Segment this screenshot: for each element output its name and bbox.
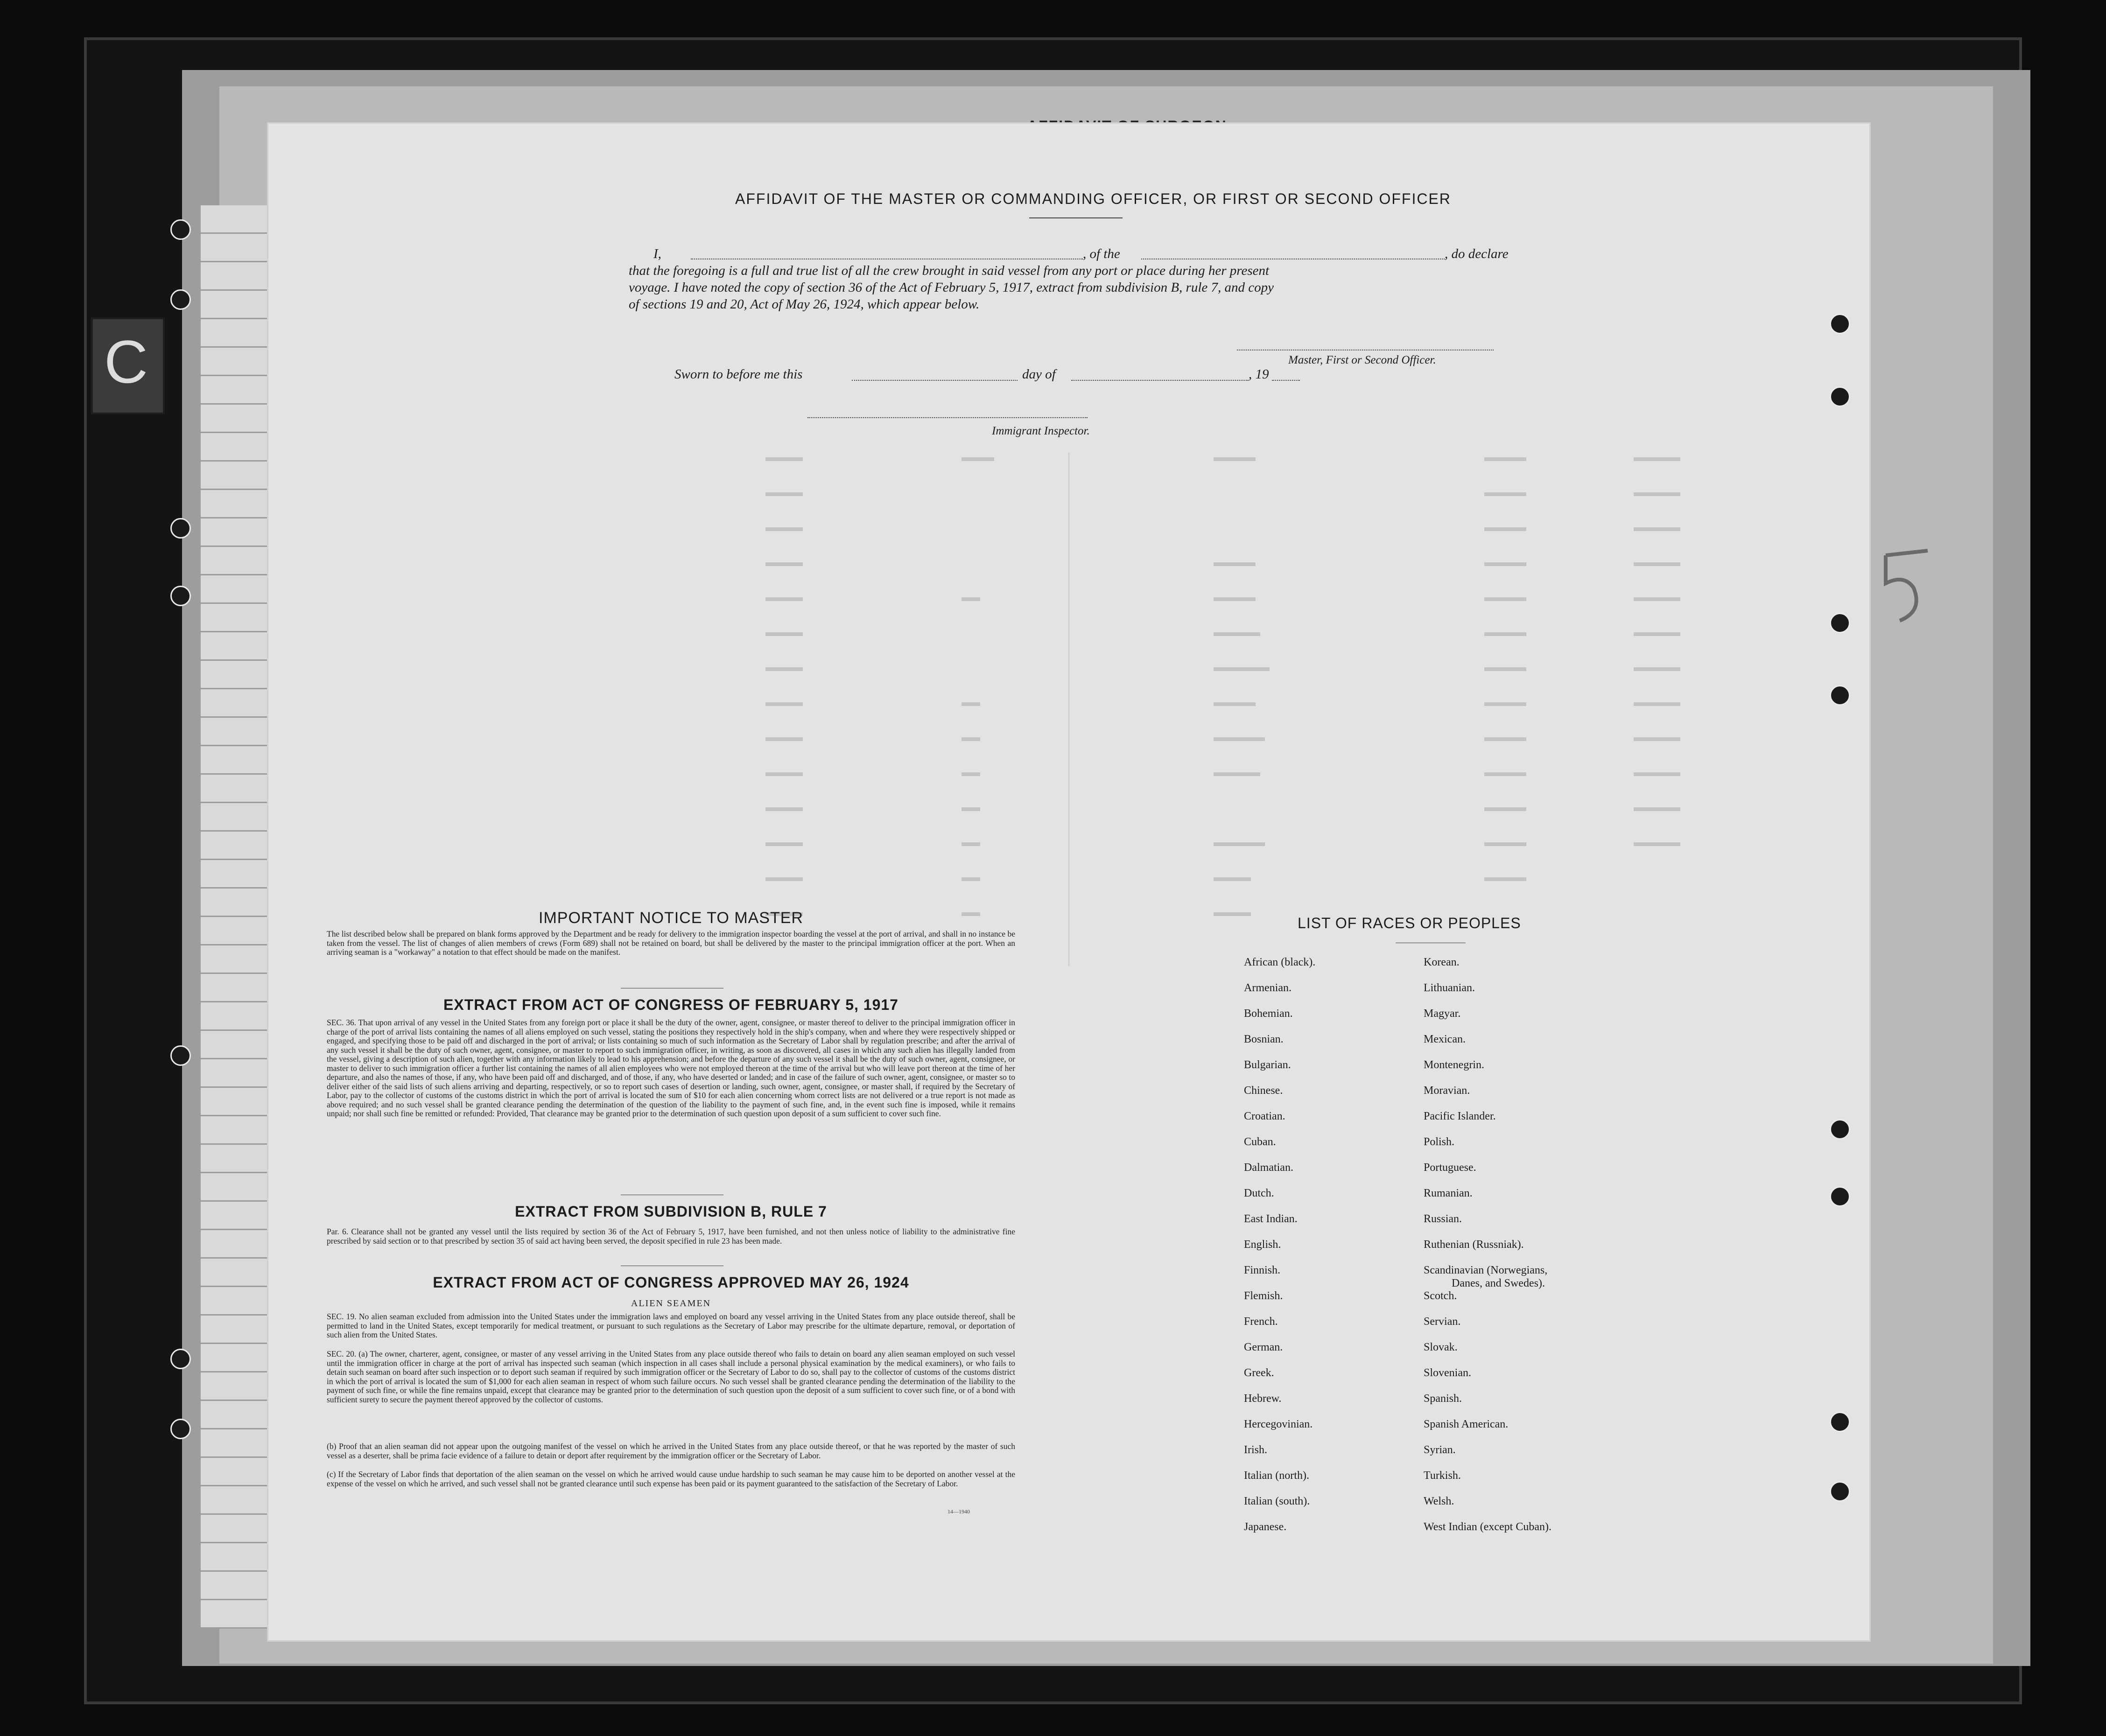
race-item: Chinese. (1244, 1085, 1283, 1097)
title-rule (1029, 217, 1123, 218)
punch-hole (170, 1045, 191, 1066)
extract-1917-text: SEC. 36. That upon arrival of any vessel in the United States from any foreign port or place it shall be the duty of the owner, agent, consignee, or master thereof to deliver to the principal immigration officer in charge of the port of arrival lists containing the names of all aliens employed on such vessel, stating the positions they respectively hold in the ship's company, when and where they were respectively shipped or engaged, and specifying those to be paid off and discharged in the port of arrival; or lists containing so much of such information as the Secretary of Labor shall by regulation prescribe; and after the arrival of any such vessel it shall be the duty of such owner, agent, consignee, or master to report to such immigration officer, in writing, as soon as discovered, all cases in which any such alien has illegally landed from the vessel, giving a description of such alien, together with any information likely to lead to his apprehension; and before the departure of any such vessel it shall be the duty of such owner, agent, consignee, or master to deliver to such immigration officer a further list containing the names of all alien employees who were not employed thereon at the time of the arrival but who will leave port thereon at the time of her departure, and also the names of those, if any, who have been paid off and discharged, and of those, if any, who have deserted or landed; and in case of the failure of such owner, agent, consignee, or master so to deliver either of the said lists of such aliens arriving and departing, respectively, or so to report such cases of desertion or landing, such owner, agent, consignee, or master shall, if required by the Secretary of Labor, pay to the collector of customs of the customs district in which the port of arrival is located the sum of $10 for each alien concerning whom correct lists are not delivered or a true report is not made as above required; and no such vessel shall be granted clearance pending the determination of the question of the liability to the payment of such fine, and, in the event such fine is imposed, while it remains unpaid; nor shall such fine be remitted or refunded: Provided, That clearance may be granted prior to the determination of such question upon deposit of a sum sufficient to cover such fine. (327, 1018, 1015, 1118)
race-item: Rumanian. (1424, 1187, 1473, 1199)
race-item: East Indian. (1244, 1213, 1298, 1225)
affidavit-title: AFFIDAVIT OF THE MASTER OR COMMANDING OFFICER, OR FIRST OR SECOND OFFICER (735, 190, 1451, 207)
punch-hole (1830, 685, 1850, 706)
race-item: Bulgarian. (1244, 1059, 1291, 1071)
race-item: Cuban. (1244, 1136, 1276, 1148)
affidavit-line2: that the foregoing is a full and true list of all the crew brought in said vessel from any port or place during her present (629, 263, 1270, 278)
handwritten-mark-5 (1876, 546, 1942, 630)
race-item: Welsh. (1424, 1495, 1454, 1507)
name-blank (691, 247, 1083, 259)
punch-hole (170, 219, 191, 240)
affidavit-line1-b: , of the (1083, 246, 1120, 261)
sworn-text-c: , 19 (1249, 367, 1269, 382)
race-item: Ruthenian (Russniak). (1424, 1239, 1524, 1251)
race-item: Pacific Islander. (1424, 1110, 1496, 1122)
year-blank (1272, 369, 1300, 381)
race-item: German. (1244, 1341, 1283, 1353)
month-blank (1071, 369, 1249, 381)
races-column-2 (1424, 956, 1620, 1546)
race-item: Servian. (1424, 1316, 1461, 1328)
race-item: Korean. (1424, 956, 1460, 968)
races-title: LIST OF RACES OR PEOPLES (1298, 915, 1521, 931)
bleed-through-marks (747, 448, 1704, 971)
master-signature-line (1237, 338, 1494, 350)
race-item: Finnish. (1244, 1264, 1281, 1276)
form-number: 14—1940 (948, 1508, 970, 1515)
race-scandinavian-line1: Scandinavian (Norwegians, (1424, 1264, 1548, 1276)
race-item: West Indian (except Cuban). (1424, 1521, 1551, 1533)
notice-title: IMPORTANT NOTICE TO MASTER (539, 909, 803, 927)
race-item: Scotch. (1424, 1290, 1457, 1302)
affidavit-line3: voyage. I have noted the copy of section 36 of the Act of February 5, 1917, extract from subdivision B, rule 7, and copy (629, 280, 1274, 295)
punch-hole (1830, 1186, 1850, 1207)
race-item: Turkish. (1424, 1470, 1461, 1482)
inspector-signature-line (807, 406, 1088, 418)
race-item: African (black). (1244, 956, 1316, 968)
races-column-1 (1244, 956, 1407, 1546)
section-20c-text: (c) If the Secretary of Labor finds that deportation of the alien seaman on the vessel on which he arrived would cause undue hardship to such seaman he may cause him to be deported on another vessel at the expense of the vessel on which he arrived, and such vessel shall not be granted clearance until such expense has been paid or its payment guaranteed to the satisfaction of the Secretary of Labor. (327, 1470, 1015, 1488)
race-item: Italian (south). (1244, 1495, 1310, 1507)
race-item: Italian (north). (1244, 1470, 1309, 1482)
punch-hole (1830, 1481, 1850, 1502)
race-item: Syrian. (1424, 1444, 1456, 1456)
race-item: Armenian. (1244, 982, 1292, 994)
race-item: Polish. (1424, 1136, 1455, 1148)
race-item: Spanish. (1424, 1393, 1462, 1405)
affidavit-line4: of sections 19 and 20, Act of May 26, 1924, which appear below. (629, 297, 980, 312)
section-20b-text: (b) Proof that an alien seaman did not appear upon the outgoing manifest of the vessel on which he arrived in the United States from any place outside thereof, or that he was reported by the master of such vessel as a deserter, shall be prima facie evidence of a failure to detain or deport after requirement by the immigration officer or the Secretary of Labor. (327, 1442, 1015, 1460)
race-item: Spanish American. (1424, 1418, 1509, 1430)
section-19-text: SEC. 19. No alien seaman excluded from admission into the United States under the immigration laws and employed on board any vessel arriving in the United States from any place outside thereof, shall be permitted to land in the United States, except temporarily for medical treatment, or pursuant to such regulations as the Secretary of Labor may prescribe for the ultimate departure, removal, or deportation of such alien from the United States. (327, 1312, 1015, 1339)
section-20a-text: SEC. 20. (a) The owner, charterer, agent, consignee, or master of any vessel arriving in the United States from any place outside thereof who fails to detain on board any alien seaman employed on such vessel until the immigration officer in charge at the port of arrival has inspected such seaman (which inspection in all cases shall include a personal physical examination by the medical examiners), or who fails to detain such seaman on board after such inspection or to deport such seaman if required by such immigration officer or the Secretary of Labor to do so, shall pay to the collector of customs of the customs district in which the port of arrival is located the sum of $1,000 for each alien seaman in respect of whom such failure occurs. No such vessel shall be granted clearance pending the determination of the liability to the payment of such fine, or while the fine remains unpaid, except that clearance may be granted prior to the determination of such question upon the deposit of a sum sufficient to cover such fine, or of a bond with sufficient surety to secure the payment thereof approved by the collector of customs. (327, 1349, 1015, 1404)
master-signature-label: Master, First or Second Officer. (1288, 354, 1436, 366)
race-item: Slovenian. (1424, 1367, 1471, 1379)
punch-hole (1830, 1412, 1850, 1432)
race-item: Dutch. (1244, 1187, 1274, 1199)
race-item (1424, 1264, 1620, 1289)
index-tab-letter: C (104, 328, 148, 396)
punch-hole (170, 289, 191, 310)
day-blank (852, 369, 1018, 381)
race-item: Japanese. (1244, 1521, 1287, 1533)
sworn-text-b: day of (1022, 367, 1056, 382)
race-item: Moravian. (1424, 1085, 1470, 1097)
extract-1924-title: EXTRACT FROM ACT OF CONGRESS APPROVED MAY 26, 1924 (433, 1274, 909, 1291)
inspector-signature-label: Immigrant Inspector. (992, 425, 1090, 437)
race-item: Croatian. (1244, 1110, 1285, 1122)
race-item: Mexican. (1424, 1033, 1466, 1045)
punch-hole (1830, 386, 1850, 407)
race-item: Magyar. (1424, 1008, 1461, 1020)
alien-seamen-subtitle: ALIEN SEAMEN (631, 1298, 711, 1309)
extract-1917-title: EXTRACT FROM ACT OF CONGRESS OF FEBRUARY 5, 1917 (443, 996, 899, 1013)
punch-hole (170, 1419, 191, 1439)
affidavit-line1-c: , do declare (1445, 246, 1509, 261)
race-item: Dalmatian. (1244, 1162, 1293, 1174)
race-item: Lithuanian. (1424, 982, 1475, 994)
race-item: Russian. (1424, 1213, 1462, 1225)
subdivision-title: EXTRACT FROM SUBDIVISION B, RULE 7 (515, 1203, 827, 1220)
punch-hole (170, 1349, 191, 1369)
race-item: Portuguese. (1424, 1162, 1476, 1174)
race-item: Irish. (1244, 1444, 1267, 1456)
punch-hole (1830, 613, 1850, 633)
race-scandinavian-line2: Danes, and Swedes). (1452, 1277, 1545, 1289)
race-item: Bosnian. (1244, 1033, 1284, 1045)
race-item: Slovak. (1424, 1341, 1458, 1353)
race-item: Greek. (1244, 1367, 1274, 1379)
race-item: Hebrew. (1244, 1393, 1282, 1405)
punch-hole (1830, 1119, 1850, 1140)
sworn-text-a: Sworn to before me this (674, 367, 803, 382)
affidavit-line1-a: I, (653, 246, 661, 261)
race-item: French. (1244, 1316, 1278, 1328)
punch-hole (1830, 314, 1850, 334)
subdivision-text: Par. 6. Clearance shall not be granted any vessel until the lists required by section 36 of the Act of February 5, 1917, have been furnished, and not then unless notice of liability to the administrative fine prescribed by said section or to that prescribed by section 35 of said act having been served, the deposit specified in rule 23 has been made. (327, 1227, 1015, 1246)
race-item: English. (1244, 1239, 1281, 1251)
race-item: Flemish. (1244, 1290, 1283, 1302)
punch-hole (170, 518, 191, 539)
race-item: Hercegovinian. (1244, 1418, 1313, 1430)
notice-text: The list described below shall be prepared on blank forms approved by the Department and be ready for delivery to the immigration inspector boarding the vessel at the port of arrival, and shall in no instance be taken from the vessel. The list of changes of alien members of crews (Form 689) shall not be retained on board, but shall be delivered by the master to the principal immigration officer at the port. When an arriving seaman is a "workaway" a notation to that effect should be made on the manifest. (327, 929, 1015, 957)
race-item: Bohemian. (1244, 1008, 1293, 1020)
vessel-blank (1141, 247, 1445, 259)
race-item: Montenegrin. (1424, 1059, 1484, 1071)
punch-hole (170, 586, 191, 606)
